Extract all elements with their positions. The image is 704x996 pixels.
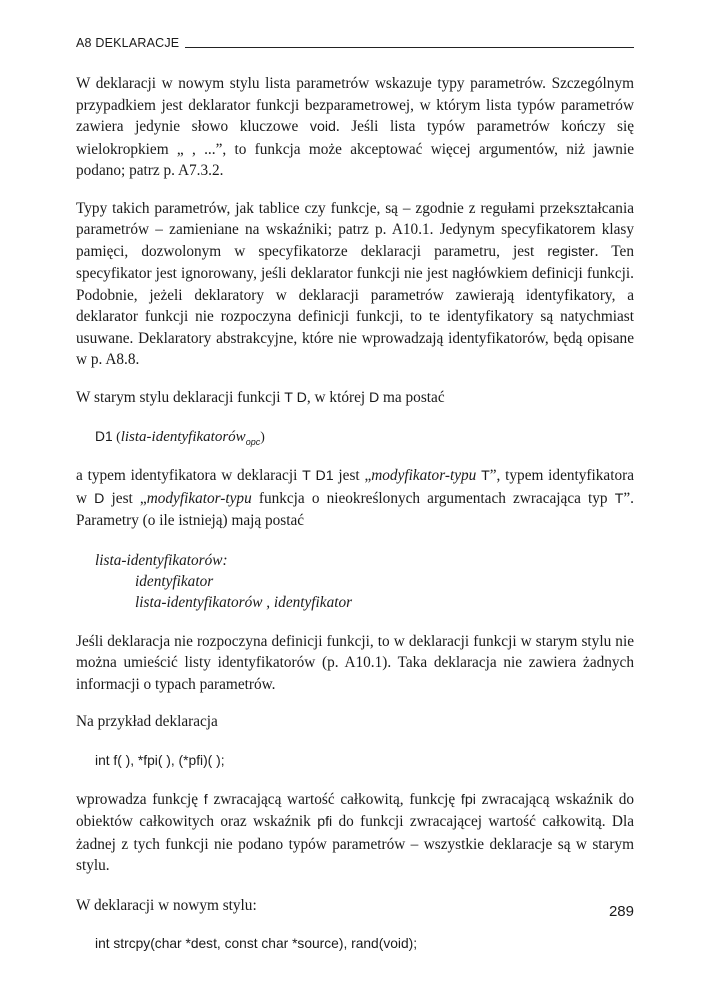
- italic-term: modyfikator-typu: [371, 467, 477, 484]
- paragraph-identifier-type: [76, 465, 634, 532]
- code-paren: ): [260, 429, 265, 444]
- syntax-line: identyfikator: [135, 572, 214, 590]
- text: ”. Parametry (o ile istnieją) mają postać: [76, 489, 634, 529]
- text: . Ten specyfikator jest ignorowany, jeśli deklarator funkcji nie jest nagłówkiem definicji funkcji. Podobnie, jeżeli deklaratory w deklaracji parametrów zawierają identyfikatory, a deklarator funkcji nie rozpoczyna definicji funkcji, to te identyfikatory są natychmiast usuwane. Deklaratory abstrakcyjne, które nie wprowadzają identyfikatorów, będą opisane w p. A8.8.: [76, 242, 634, 368]
- text: jest „: [104, 489, 147, 507]
- code-strcpy-declaration: int strcpy(char *dest, const char *source), rand(void);: [95, 936, 418, 951]
- keyword-register: register: [547, 243, 595, 260]
- paragraph-new-style: [76, 73, 634, 182]
- paragraph-no-definition: Jeśli deklaracja nie rozpoczyna definicji funkcji, to w deklaracji funkcji w starym stylu nie można umieścić listy identyfikatorów (p. A10.1). Taka deklaracja nie zawiera żadnych informacji o typach parametrów.: [76, 632, 634, 693]
- keyword-f: f: [203, 791, 208, 808]
- text: funkcja o nieokreślonych argumentach zwracająca typ: [251, 489, 615, 507]
- code-d1: [76, 427, 634, 447]
- code-italic: lista-identyfikatorów: [120, 429, 246, 445]
- text: . Jeśli lista typów parametrów kończy się wielokropkiem „ , ...”, to funkcja może akceptować więcej argumentów, niż jawnie podano; patrz p. A7.3.2.: [76, 118, 634, 179]
- text: W deklaracji w nowym stylu lista parametrów wskazuje typy parametrów. Szczególnym przypadkiem jest deklarator funkcji bezparametrowej, w którym lista typów parametrów zawiera jedynie słowo kluczowe: [76, 75, 634, 135]
- running-header: [76, 36, 634, 50]
- keyword-td: T D: [284, 389, 307, 406]
- text: do funkcji zwracającej wartość całkowitą. Dla żadnej z tych funkcji nie podano typów parametrów – wszystkie deklaracje są w starym stylu.: [76, 813, 634, 874]
- code-name: D1: [95, 429, 113, 444]
- text: a typem identyfikatora w deklaracji: [76, 467, 303, 484]
- text: , w której: [306, 388, 369, 406]
- paragraph-example-explanation: [76, 789, 634, 877]
- keyword-d: D: [368, 389, 380, 406]
- text: ”, typem identyfikatora w: [76, 467, 634, 507]
- syntax-line: lista-identyfikatorów , identyfikator: [135, 593, 353, 611]
- keyword-td1: T D1: [302, 468, 334, 484]
- text: wprowadza funkcję: [76, 790, 204, 808]
- syntax-head: lista-identyfikatorów:: [95, 551, 228, 569]
- keyword-t: T: [614, 490, 624, 507]
- keyword-t: T: [481, 468, 490, 484]
- keyword-d: D: [94, 490, 105, 507]
- text: Typy takich parametrów, jak tablice czy funkcje, są – zgodnie z regułami przekształcania parametrów – zamieniane na wskaźniki; patrz p. A10.1. Jedynym specyfikatorem klasy pamięci, dozwolonym w specyfikatorze deklaracji parametru, jest: [76, 199, 634, 260]
- page-number: 289: [608, 903, 634, 920]
- code-paren: (: [112, 429, 121, 444]
- keyword-fpi: fpi: [460, 791, 476, 808]
- page-body: [76, 73, 634, 954]
- text: ma postać: [379, 388, 445, 406]
- italic-term: modyfikator-typu: [146, 489, 252, 507]
- code-example-declaration: int f( ), *fpi( ), (*pfi)( );: [95, 752, 225, 768]
- text: jest „: [333, 467, 372, 484]
- keyword-void: void: [309, 119, 336, 135]
- paragraph-old-style: [76, 387, 634, 410]
- paragraph-new-style-example: W deklaracji w nowym stylu:: [76, 896, 257, 914]
- paragraph-parameter-types: [76, 198, 634, 371]
- header-title: A8 DEKLARACJE: [76, 36, 180, 50]
- subscript-opc: opc: [245, 436, 261, 447]
- paragraph-example-intro: Na przykład deklaracja: [76, 713, 218, 730]
- syntax-block: [76, 550, 634, 613]
- header-rule: [185, 47, 634, 48]
- text: W starym stylu deklaracji funkcji: [76, 388, 285, 406]
- keyword-pfi: pfi: [317, 814, 333, 830]
- text: zwracającą wskaźnik do obiektów całkowitych oraz wskaźnik: [76, 790, 634, 830]
- text: zwracającą wartość całkowitą, funkcję: [207, 790, 461, 808]
